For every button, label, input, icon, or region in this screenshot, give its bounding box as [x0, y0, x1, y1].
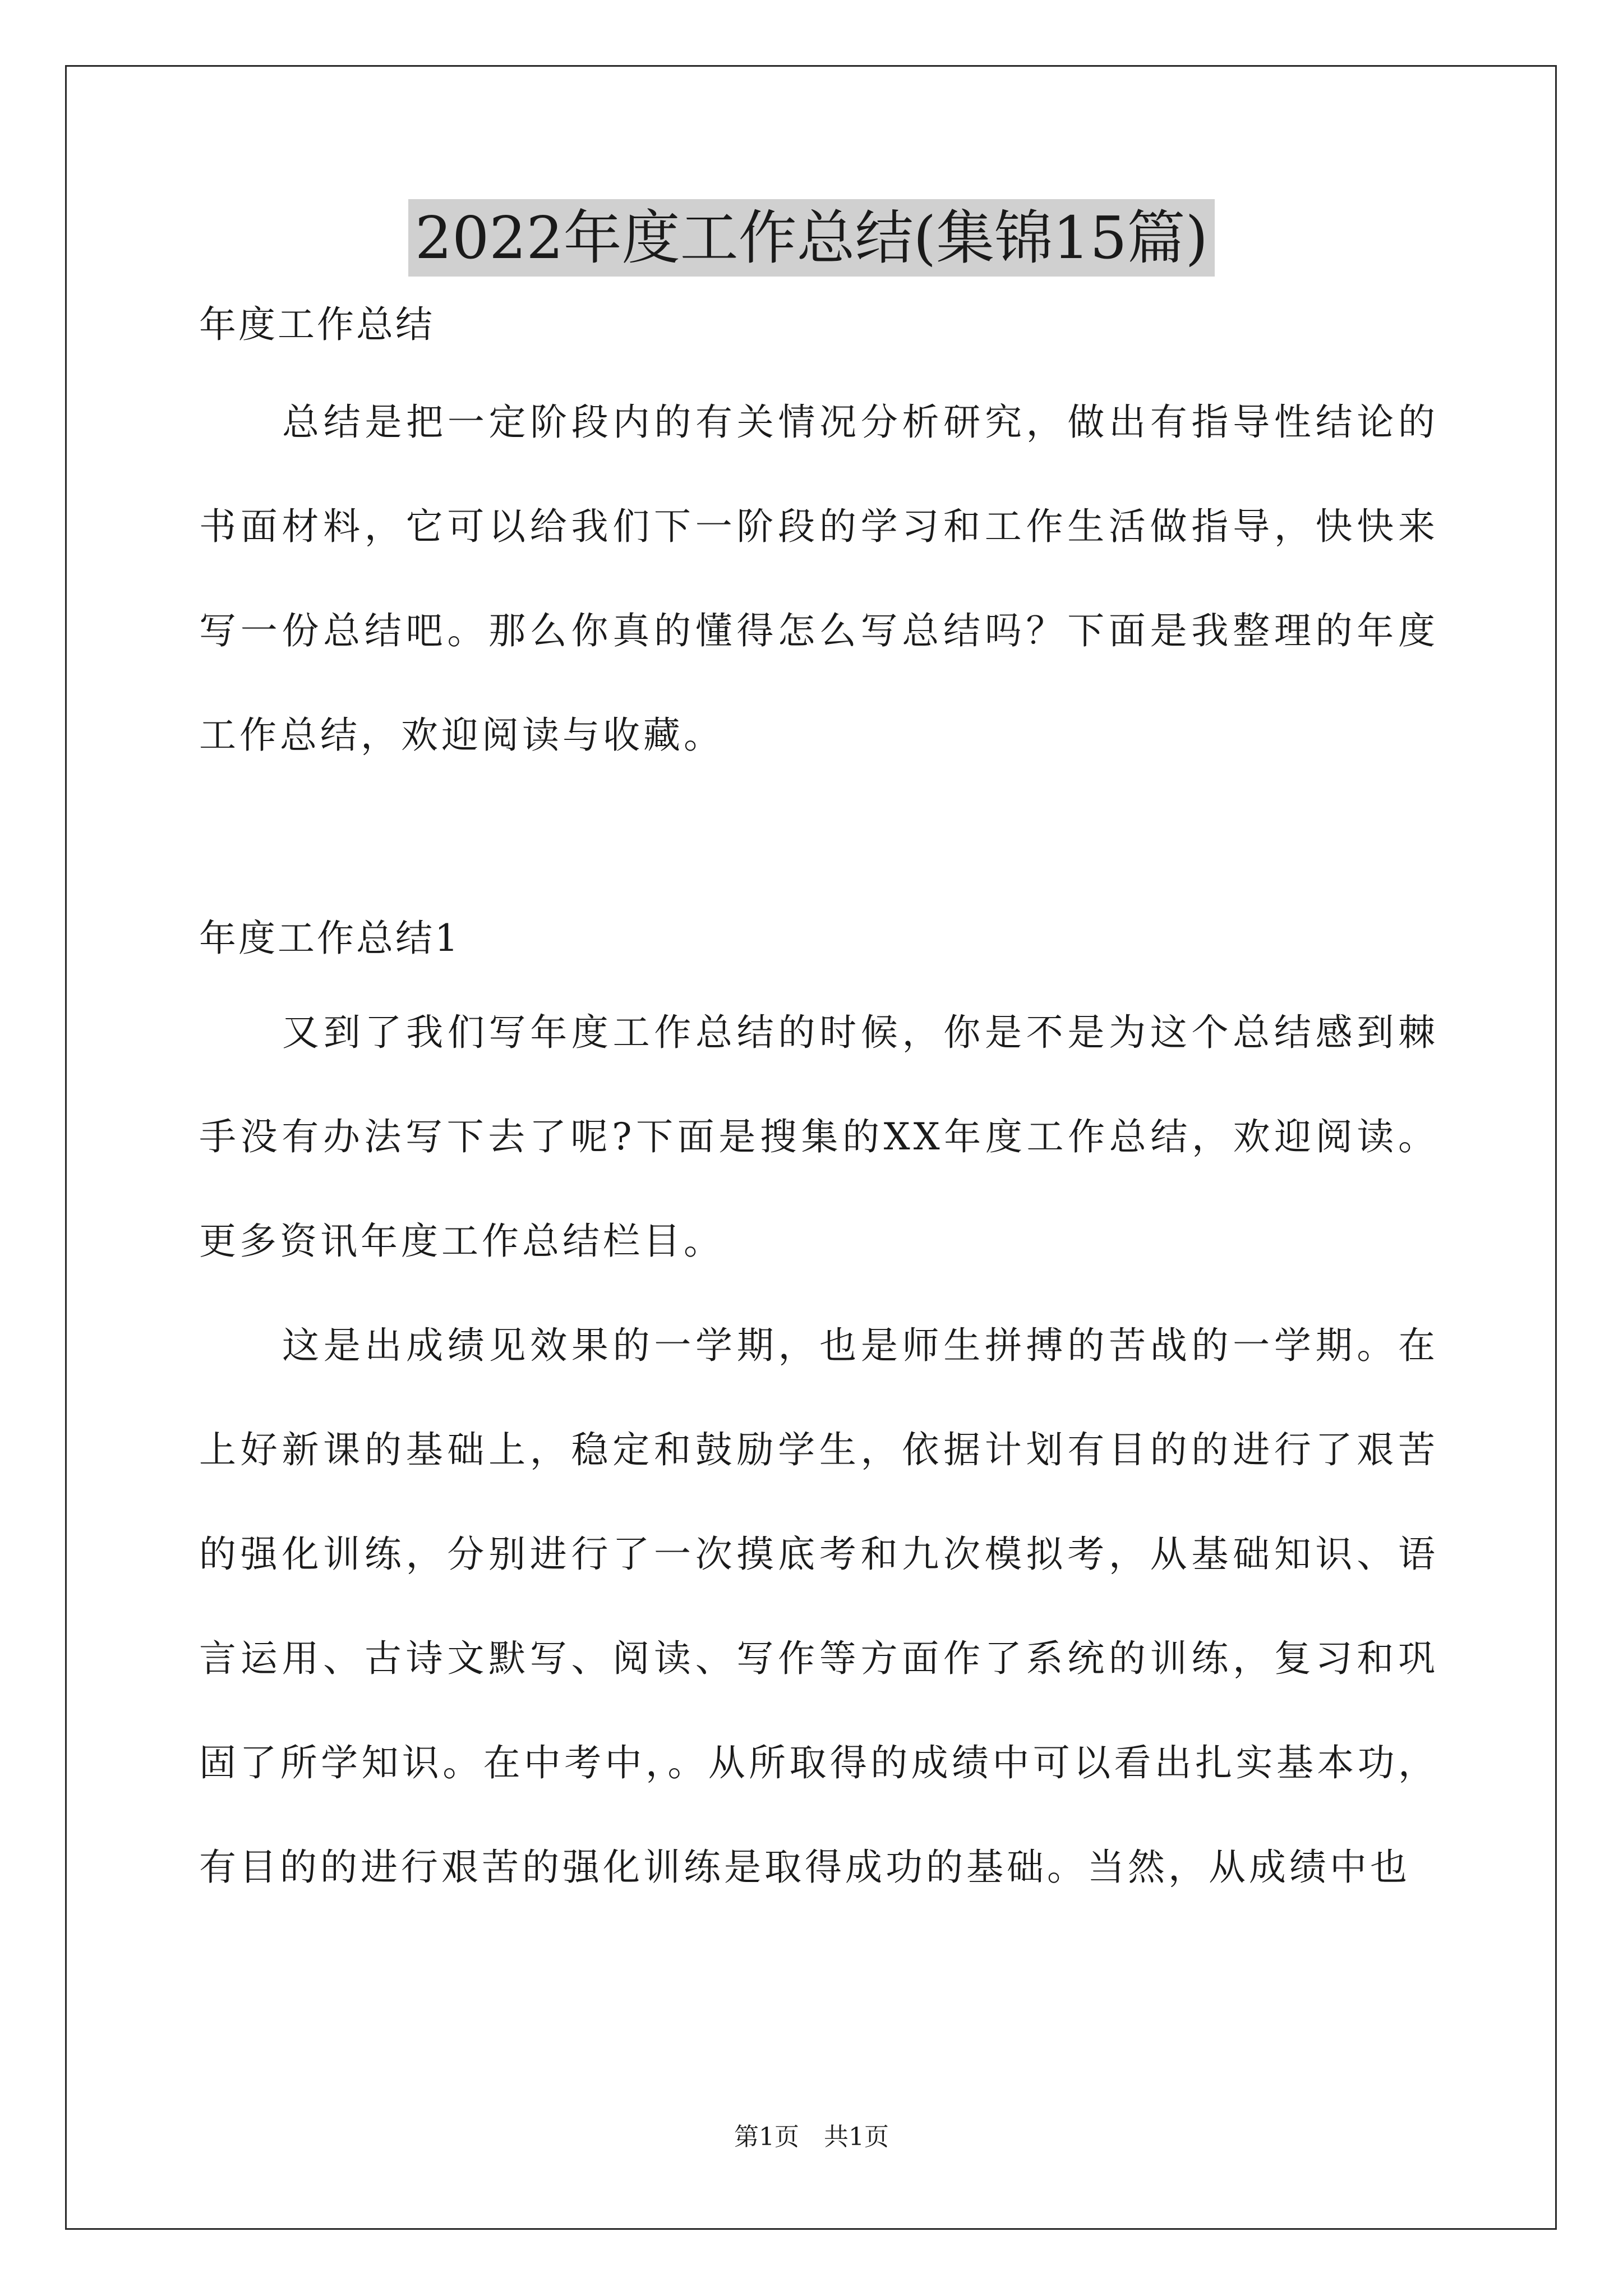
- document-title: 2022年度工作总结(集锦15篇): [408, 199, 1215, 277]
- section-heading: 年度工作总结1: [199, 917, 460, 960]
- paragraph: 总结是把一定阶段内的有关情况分析研究，做出有指导性结论的书面材料，它可以给我们下一阶段的学习和工作生活做指导，快快来写一份总结吧。那么你真的懂得怎么写总结吗？下面是我整理的年度工作总结，欢迎阅读与收藏。: [199, 401, 1438, 757]
- document-body: [199, 303, 1438, 1920]
- paragraph: 这是出成绩见效果的一学期，也是师生拼搏的苦战的一学期。在上好新课的基础上，稳定和鼓励学生，依据计划有目的的进行了艰苦的强化训练，分别进行了一次摸底考和九次模拟考，从基础知识、语言运用、古诗文默写、阅读、写作等方面作了系统的训练，复习和巩固了所学知识。在中考中，。从所取得的成绩中可以看出扎实基本功，有目的的进行艰苦的强化训练是取得成功的基础。当然，从成绩中也: [199, 1324, 1438, 1889]
- paragraph: 又到了我们写年度工作总结的时候，你是不是为这个总结感到棘手没有办法写下去了呢?下面是搜集的XX年度工作总结，欢迎阅读。更多资讯年度工作总结栏目。: [199, 1011, 1438, 1263]
- page-footer: 第1页 共1页: [734, 2123, 889, 2151]
- section-heading: 年度工作总结: [199, 303, 435, 346]
- title-wrap: [0, 199, 1623, 277]
